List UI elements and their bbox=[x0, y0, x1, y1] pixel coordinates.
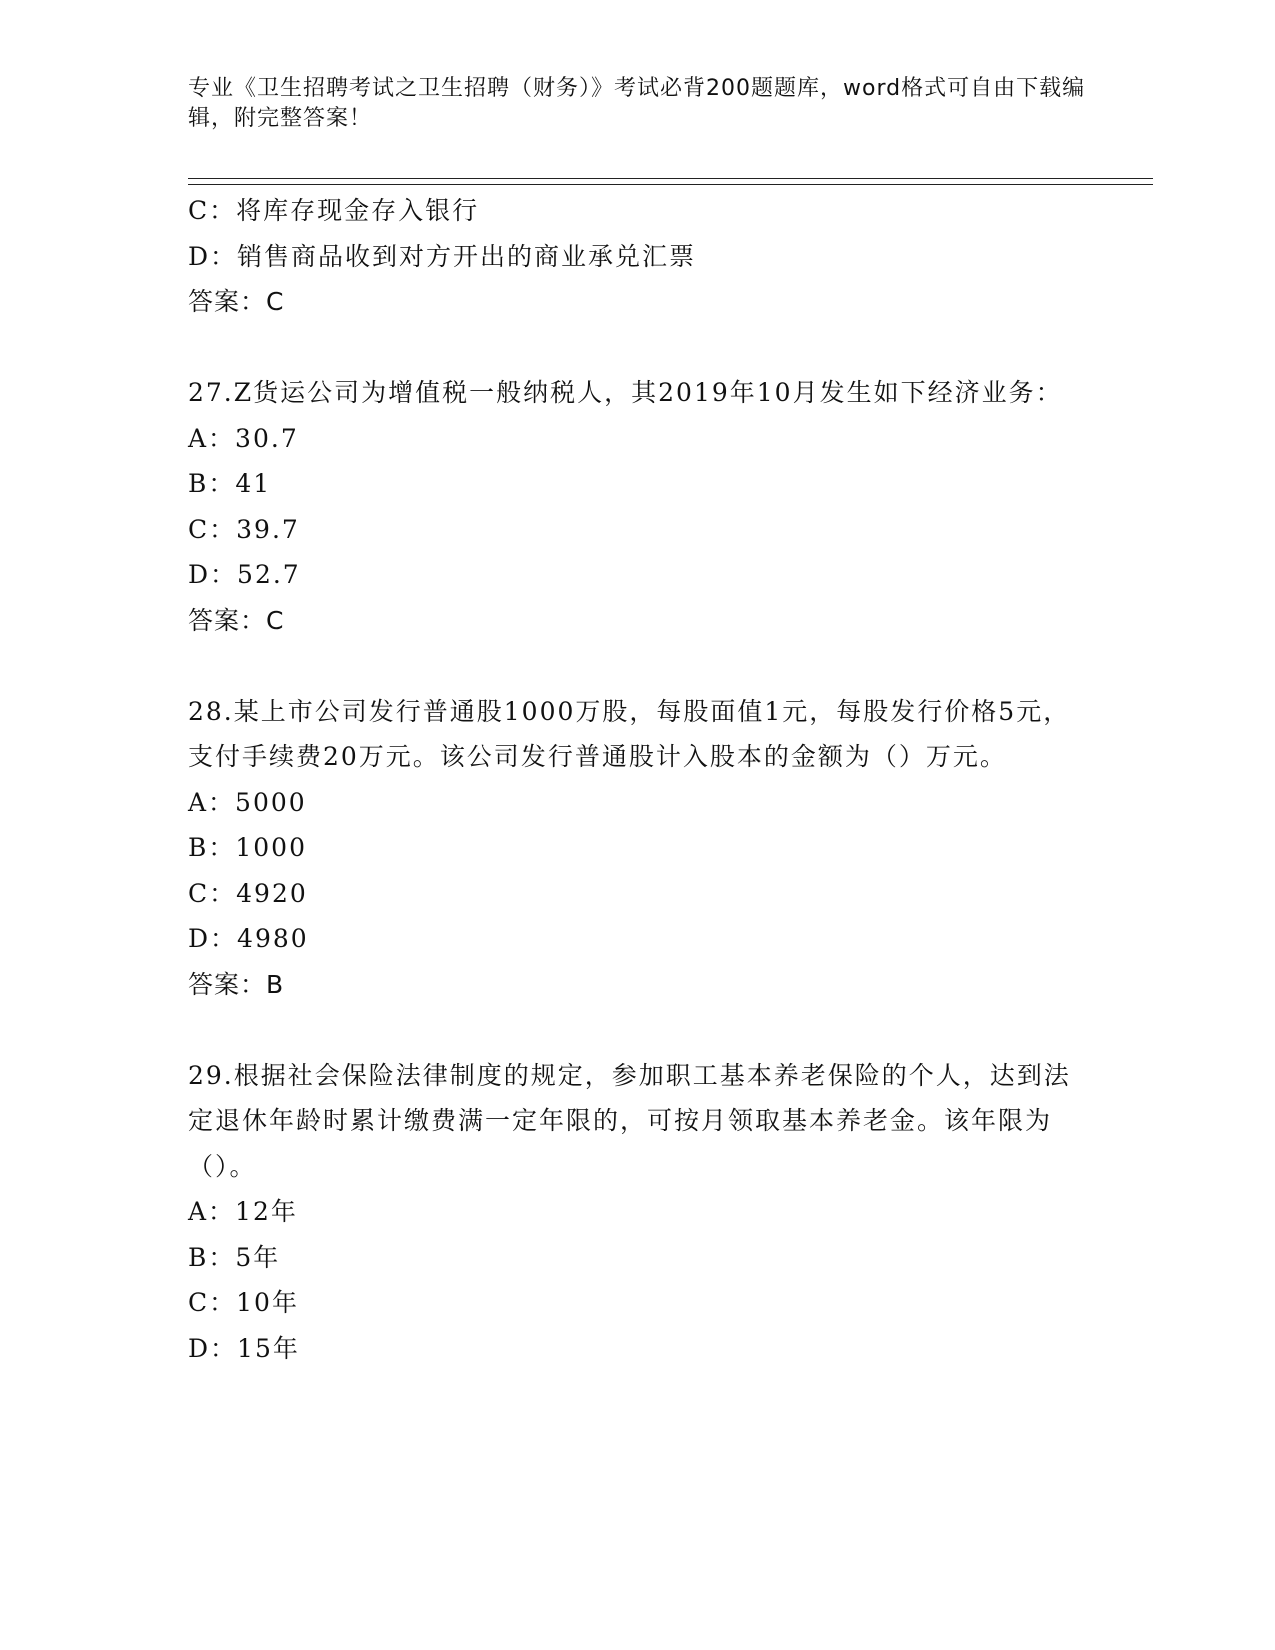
option-b: B：41 bbox=[188, 469, 272, 498]
option-c: C：4920 bbox=[188, 878, 308, 908]
option-b: B：1000 bbox=[188, 833, 307, 862]
option-a: A：12年 bbox=[188, 1197, 298, 1226]
question-fragment bbox=[188, 188, 1088, 325]
question-stem: 28.某上市公司发行普通股1000万股，每股面值1元，每股发行价格5元，支付手续费20万元。该公司发行普通股计入股本的金额为（）万元。 bbox=[188, 696, 1071, 771]
answer-line: 答案：B bbox=[188, 969, 285, 999]
question-28 bbox=[188, 689, 1088, 1008]
option-d: D：15年 bbox=[188, 1333, 300, 1363]
option-b: B：5年 bbox=[188, 1242, 281, 1272]
header-divider bbox=[188, 178, 1153, 185]
option-d: D：销售商品收到对方开出的商业承兑汇票 bbox=[188, 241, 697, 271]
answer-line: 答案：C bbox=[188, 287, 285, 316]
option-d: D：4980 bbox=[188, 924, 309, 953]
question-29 bbox=[188, 1053, 1088, 1372]
option-a: A：5000 bbox=[188, 787, 307, 817]
question-stem: 27.Z货运公司为增值税一般纳税人，其2019年10月发生如下经济业务： bbox=[188, 378, 1063, 407]
question-list bbox=[188, 188, 1088, 1371]
question-stem: 29.根据社会保险法律制度的规定，参加职工基本养老保险的个人，达到法定退休年龄时累计缴费满一定年限的，可按月领取基本养老金。该年限为（）。 bbox=[188, 1060, 1071, 1181]
option-c: C：39.7 bbox=[188, 514, 300, 544]
question-27 bbox=[188, 370, 1088, 643]
page-header-area bbox=[188, 74, 1088, 140]
option-c: C：10年 bbox=[188, 1288, 299, 1317]
document-header: 专业《卫生招聘考试之卫生招聘（财务）》考试必背200题题库，word格式可自由下载编辑，附完整答案！ bbox=[188, 76, 1086, 131]
option-d: D：52.7 bbox=[188, 560, 301, 589]
option-c: C：将库存现金存入银行 bbox=[188, 196, 480, 225]
option-a: A：30.7 bbox=[188, 423, 299, 453]
answer-line: 答案：C bbox=[188, 605, 285, 635]
